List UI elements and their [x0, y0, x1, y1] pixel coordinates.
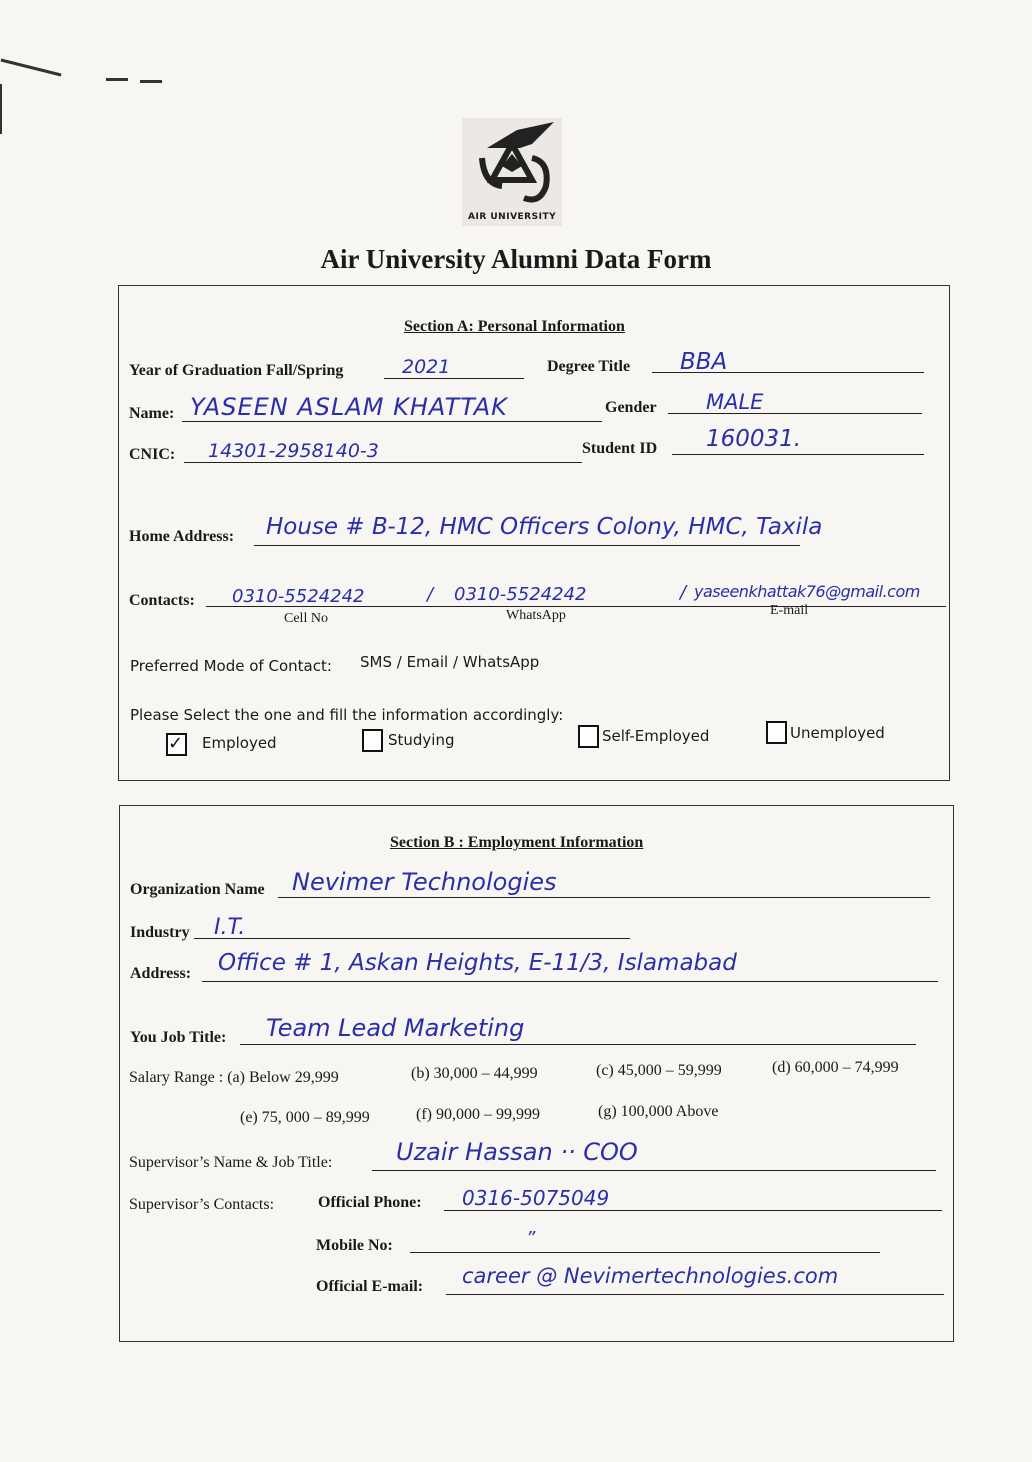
org-address-value: Office # 1, Askan Heights, E-11/3, Islamabad	[218, 950, 737, 976]
contacts-label: Contacts:	[129, 592, 195, 609]
salary-option-e[interactable]: (e) 75, 000 – 89,999	[240, 1109, 370, 1126]
studying-option-label: Studying	[388, 731, 455, 749]
official-email-line[interactable]	[446, 1294, 944, 1295]
official-email-label: Official E-mail:	[316, 1278, 424, 1295]
graduation-value: 2021	[402, 356, 451, 378]
university-logo	[462, 118, 562, 226]
cnic-value: 14301-2958140-3	[208, 440, 379, 462]
studying-checkbox[interactable]	[362, 729, 383, 752]
cnic-line[interactable]	[184, 462, 582, 463]
employed-checkbox[interactable]	[166, 733, 187, 756]
industry-line[interactable]	[194, 938, 630, 939]
official-phone-value: 0316-5075049	[462, 1186, 610, 1210]
home-address-line[interactable]	[254, 545, 800, 546]
degree-label: Degree Title	[547, 358, 631, 375]
whatsapp-value: 0310-5524242	[454, 584, 587, 605]
official-email-value: career @ Nevimertechnologies.com	[462, 1264, 839, 1288]
preferred-value: SMS / Email / WhatsApp	[360, 653, 540, 671]
scan-edge	[0, 84, 2, 134]
salary-option-g[interactable]: (g) 100,000 Above	[598, 1103, 719, 1120]
email-caption: E-mail	[770, 603, 809, 618]
industry-label: Industry	[130, 924, 190, 941]
org-value: Nevimer Technologies	[292, 868, 557, 896]
official-phone-line[interactable]	[444, 1210, 942, 1211]
name-value: YASEEN ASLAM KHATTAK	[190, 393, 508, 421]
supervisor-line[interactable]	[372, 1170, 936, 1171]
scan-mark	[1, 59, 62, 77]
self-employed-checkbox[interactable]	[578, 725, 599, 748]
cnic-label: CNIC:	[129, 446, 176, 463]
supervisor-label: Supervisor’s Name & Job Title:	[129, 1154, 333, 1171]
cell-value: 0310-5524242	[232, 586, 365, 607]
home-address-label: Home Address:	[129, 528, 235, 545]
section-b-title: Section B : Employment Information	[390, 834, 644, 851]
gender-label: Gender	[605, 399, 657, 416]
select-prompt: Please Select the one and fill the information accordingly:	[130, 706, 564, 724]
self-employed-option-label: Self-Employed	[602, 727, 710, 745]
mobile-label: Mobile No:	[316, 1237, 393, 1254]
logo-text: AIR UNIVERSITY	[468, 212, 557, 222]
check-icon: ✓	[168, 733, 184, 754]
preferred-label: Preferred Mode of Contact:	[130, 657, 332, 675]
contacts-slash: /	[427, 584, 434, 605]
graduation-line[interactable]	[384, 378, 524, 379]
job-title-value: Team Lead Marketing	[266, 1014, 525, 1042]
supervisor-contacts-label: Supervisor’s Contacts:	[129, 1196, 275, 1213]
official-phone-label: Official Phone:	[318, 1194, 422, 1211]
student-id-value: 160031.	[706, 426, 802, 452]
org-address-label: Address:	[130, 965, 192, 982]
name-label: Name:	[129, 405, 175, 422]
salary-option-d[interactable]: (d) 60,000 – 74,999	[772, 1059, 899, 1076]
unemployed-checkbox[interactable]	[766, 721, 787, 744]
mobile-value: ”	[526, 1228, 536, 1249]
unemployed-option-label: Unemployed	[790, 724, 885, 742]
org-label: Organization Name	[130, 881, 265, 898]
contacts-slash: /	[680, 582, 687, 603]
salary-option-b[interactable]: (b) 30,000 – 44,999	[411, 1065, 538, 1082]
student-id-line[interactable]	[672, 454, 924, 455]
mobile-line[interactable]	[410, 1252, 880, 1253]
employed-option-label: Employed	[202, 734, 277, 752]
home-address-value: House # B-12, HMC Officers Colony, HMC, Taxila	[266, 514, 823, 540]
form-title: Air University Alumni Data Form	[320, 244, 712, 274]
student-id-label: Student ID	[582, 440, 658, 457]
job-title-label: You Job Title:	[130, 1029, 227, 1046]
org-address-line[interactable]	[202, 981, 938, 982]
supervisor-value: Uzair Hassan ·· COO	[396, 1138, 638, 1166]
section-a-title: Section A: Personal Information	[404, 318, 625, 335]
eagle-icon	[462, 118, 562, 210]
job-title-line[interactable]	[240, 1044, 916, 1045]
org-line[interactable]	[278, 897, 930, 898]
gender-value: MALE	[706, 390, 764, 414]
salary-option-f[interactable]: (f) 90,000 – 99,999	[416, 1106, 540, 1123]
graduation-label: Year of Graduation Fall/Spring	[129, 362, 344, 379]
degree-value: BBA	[680, 349, 728, 375]
email-value: yaseenkhattak76@gmail.com	[694, 582, 920, 601]
salary-label: Salary Range : (a) Below 29,999	[129, 1069, 339, 1086]
scan-mark	[106, 78, 128, 81]
salary-option-c[interactable]: (c) 45,000 – 59,999	[596, 1062, 722, 1079]
industry-value: I.T.	[214, 915, 246, 940]
cell-caption: Cell No	[284, 611, 328, 626]
name-line[interactable]	[182, 421, 602, 422]
scan-mark	[140, 80, 162, 83]
whatsapp-caption: WhatsApp	[506, 608, 566, 623]
